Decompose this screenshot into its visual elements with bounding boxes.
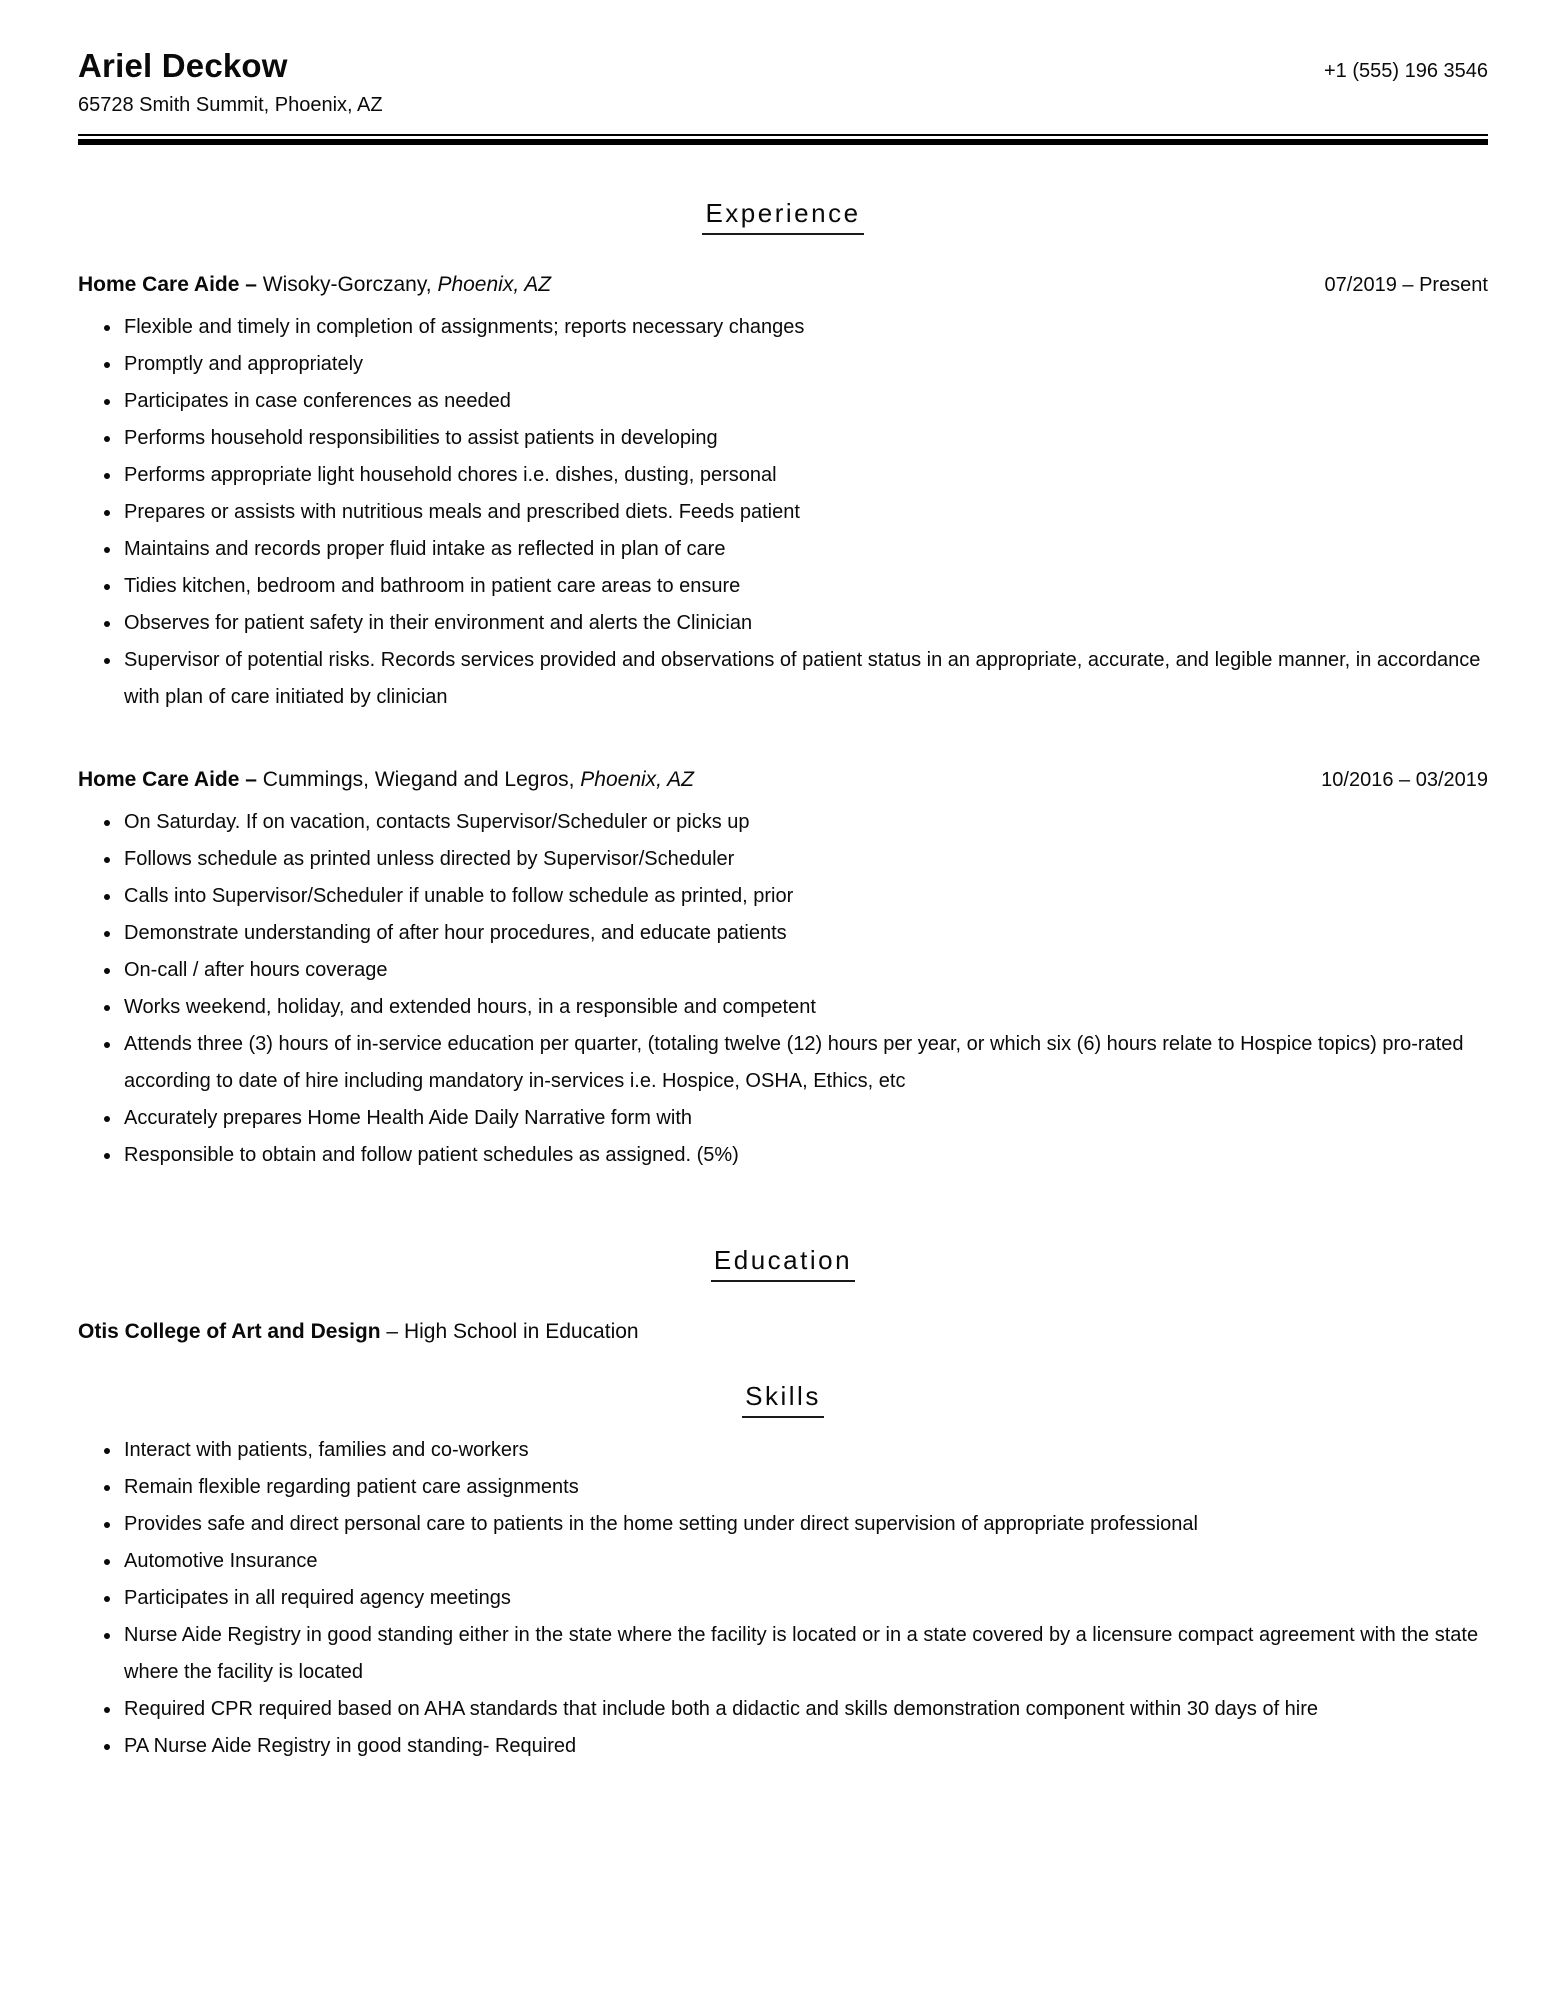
list-item: • Nurse Aide Registry in good standing either in the state where the facility is located or in a state covered by a licensure compact agreement with the state where the facility is located bbox=[122, 1617, 1488, 1691]
list-item: • Remain flexible regarding patient care assignments bbox=[122, 1469, 1488, 1506]
header-row bbox=[78, 46, 1488, 86]
list-item: • Performs appropriate light household chores i.e. dishes, dusting, personal bbox=[122, 457, 1488, 494]
list-item: • Observes for patient safety in their environment and alerts the Clinician bbox=[122, 605, 1488, 642]
job-location-2: Phoenix, AZ bbox=[580, 768, 694, 791]
skills-bullets bbox=[78, 1432, 1488, 1765]
section-title-skills bbox=[78, 1380, 1488, 1418]
header-divider bbox=[78, 134, 1488, 145]
job-company-1: Wisoky-Gorczany, bbox=[262, 273, 438, 296]
school-name: Otis College of Art and Design bbox=[78, 1320, 381, 1343]
phone-number: +1 (555) 196 3546 bbox=[1323, 60, 1488, 82]
list-item: • Required CPR required based on AHA standards that include both a didactic and skills demonstration component within 30 days of hire bbox=[122, 1691, 1488, 1728]
job-dates-2: 10/2016 – 03/2019 bbox=[1321, 769, 1488, 791]
list-item: • On Saturday. If on vacation, contacts Supervisor/Scheduler or picks up bbox=[122, 804, 1488, 841]
list-item: • Promptly and appropriately bbox=[122, 346, 1488, 383]
job-header-1 bbox=[78, 271, 1488, 299]
job-title-2 bbox=[78, 766, 694, 794]
list-item: • Demonstrate understanding of after hour procedures, and educate patients bbox=[122, 915, 1488, 952]
job-company-2: Cummings, Wiegand and Legros, bbox=[262, 768, 581, 791]
list-item: • Flexible and timely in completion of assignments; reports necessary changes bbox=[122, 309, 1488, 346]
job-bullets-1 bbox=[78, 309, 1488, 716]
section-title-education-label: Education bbox=[711, 1244, 855, 1282]
job-role-1: Home Care Aide – bbox=[78, 273, 263, 296]
list-item: • PA Nurse Aide Registry in good standing- Required bbox=[122, 1728, 1488, 1765]
resume-header bbox=[78, 46, 1488, 145]
list-item: • Calls into Supervisor/Scheduler if unable to follow schedule as printed, prior bbox=[122, 878, 1488, 915]
education-entry bbox=[78, 1318, 1488, 1346]
list-item: • On-call / after hours coverage bbox=[122, 952, 1488, 989]
list-item: • Interact with patients, families and co-workers bbox=[122, 1432, 1488, 1469]
job-header-2 bbox=[78, 766, 1488, 794]
list-item: • Follows schedule as printed unless directed by Supervisor/Scheduler bbox=[122, 841, 1488, 878]
list-item: • Accurately prepares Home Health Aide Daily Narrative form with bbox=[122, 1100, 1488, 1137]
list-item: • Participates in all required agency meetings bbox=[122, 1580, 1488, 1617]
job-dates-1: 07/2019 – Present bbox=[1324, 274, 1488, 296]
list-item: • Responsible to obtain and follow patient schedules as assigned. (5%) bbox=[122, 1137, 1488, 1174]
list-item: • Prepares or assists with nutritious meals and prescribed diets. Feeds patient bbox=[122, 494, 1488, 531]
section-title-experience-label: Experience bbox=[702, 197, 863, 235]
list-item: • Participates in case conferences as needed bbox=[122, 383, 1488, 420]
degree-name: – High School in Education bbox=[380, 1320, 639, 1343]
job-location-1: Phoenix, AZ bbox=[437, 273, 552, 296]
section-title-skills-label: Skills bbox=[742, 1380, 824, 1418]
candidate-name: Ariel Deckow bbox=[78, 47, 288, 84]
job-title-1 bbox=[78, 271, 551, 299]
address: 65728 Smith Summit, Phoenix, AZ bbox=[78, 94, 383, 116]
list-item: • Supervisor of potential risks. Records services provided and observations of patient status in an appropriate, accurate, and legible manner, in accordance with plan of care initiated by clinician bbox=[122, 642, 1488, 716]
list-item: • Provides safe and direct personal care to patients in the home setting under direct supervision of appropriate professional bbox=[122, 1506, 1488, 1543]
list-item: • Works weekend, holiday, and extended hours, in a responsible and competent bbox=[122, 989, 1488, 1026]
job-bullets-2 bbox=[78, 804, 1488, 1174]
section-title-education bbox=[78, 1244, 1488, 1282]
list-item: • Maintains and records proper fluid intake as reflected in plan of care bbox=[122, 531, 1488, 568]
list-item: • Automotive Insurance bbox=[122, 1543, 1488, 1580]
divider-thick-line bbox=[78, 139, 1488, 145]
section-title-experience bbox=[78, 197, 1488, 235]
list-item: • Performs household responsibilities to assist patients in developing bbox=[122, 420, 1488, 457]
job-role-2: Home Care Aide – bbox=[78, 768, 263, 791]
list-item: • Tidies kitchen, bedroom and bathroom in patient care areas to ensure bbox=[122, 568, 1488, 605]
divider-thin-line bbox=[78, 134, 1488, 136]
list-item: • Attends three (3) hours of in-service education per quarter, (totaling twelve (12) hours per year, or which six (6) hours relate to Hospice topics) pro-rated according to date of hire including mandatory in-services i.e. Hospice, OSHA, Ethics, etc bbox=[122, 1026, 1488, 1100]
